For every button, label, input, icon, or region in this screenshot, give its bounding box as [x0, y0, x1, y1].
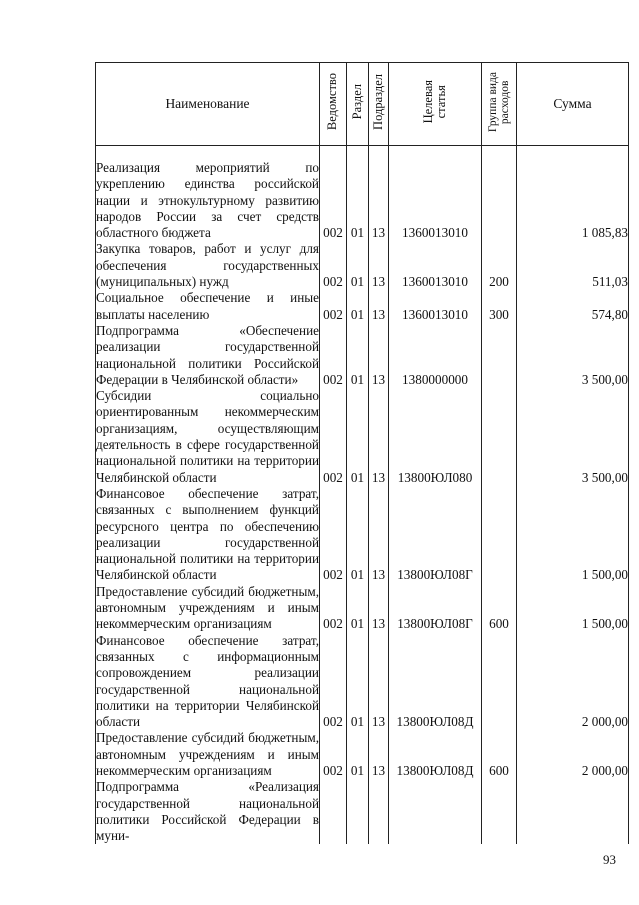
table-row	[96, 584, 629, 633]
row-group	[482, 633, 517, 731]
row-name: Финансовое обеспечение затрат, связанных с выполнением функций ресурсного центра по обеспечению реализации государственной национальной политики на территории Челябинской области	[96, 485, 319, 583]
row-group	[482, 779, 517, 844]
row-razdel: 01	[347, 388, 369, 486]
header-razdel: Раздел	[347, 63, 369, 146]
row-sum	[517, 779, 629, 844]
row-group: 600	[482, 584, 517, 633]
header-target: Целевая статья	[389, 63, 482, 146]
header-expense-group: Группа вида расходов	[482, 63, 517, 146]
row-razdel: 01	[347, 486, 369, 584]
table-row	[96, 633, 629, 731]
table-row	[96, 730, 629, 779]
row-razdel: 01	[347, 160, 369, 241]
row-vedomstvo: 002	[320, 584, 347, 633]
table-row	[96, 160, 629, 241]
table-header-row	[96, 63, 629, 146]
row-podrazdel: 13	[369, 584, 389, 633]
row-podrazdel: 13	[369, 388, 389, 486]
header-sum: Сумма	[517, 63, 629, 146]
budget-table	[95, 62, 629, 844]
row-sum: 1 500,00	[517, 486, 629, 584]
table-row	[96, 388, 629, 486]
row-razdel: 01	[347, 241, 369, 290]
row-target: 13800ЮЛ080	[389, 388, 482, 486]
row-vedomstvo	[320, 779, 347, 844]
row-podrazdel: 13	[369, 290, 389, 323]
row-podrazdel: 13	[369, 160, 389, 241]
row-vedomstvo: 002	[320, 241, 347, 290]
row-sum: 2 000,00	[517, 730, 629, 779]
row-target: 13800ЮЛ08Г	[389, 486, 482, 584]
row-vedomstvo: 002	[320, 730, 347, 779]
table-row	[96, 241, 629, 290]
row-name: Подпрограмма «Обеспечение реализации государственной национальной политики Российской Федерации в Челябинской области»	[96, 322, 319, 387]
header-vedomstvo: Ведомство	[320, 63, 347, 146]
row-sum: 1 500,00	[517, 584, 629, 633]
row-group	[482, 323, 517, 388]
row-podrazdel	[369, 779, 389, 844]
row-name: Реализация мероприятий по укреплению единства российской нации и этнокультурному развитию народов России за счет средств областного бюджета	[96, 160, 319, 241]
row-podrazdel: 13	[369, 730, 389, 779]
row-sum: 3 500,00	[517, 323, 629, 388]
table-row	[96, 486, 629, 584]
row-target	[389, 779, 482, 844]
row-group: 200	[482, 241, 517, 290]
row-name: Закупка товаров, работ и услуг для обеспечения государственных (муниципальных) нужд	[96, 241, 319, 290]
row-group: 300	[482, 290, 517, 323]
row-target: 13800ЮЛ08Г	[389, 584, 482, 633]
row-group	[482, 160, 517, 241]
row-target: 13800ЮЛ08Д	[389, 633, 482, 731]
row-podrazdel: 13	[369, 633, 389, 731]
row-razdel: 01	[347, 633, 369, 731]
row-name: Финансовое обеспечение затрат, связанных с информационным сопровождением реализации государственной национальной политики на территории Челябинской области	[96, 632, 319, 730]
table-row	[96, 779, 629, 844]
row-vedomstvo: 002	[320, 388, 347, 486]
row-group: 600	[482, 730, 517, 779]
row-sum: 1 085,83	[517, 160, 629, 241]
table-spacer-row	[96, 146, 629, 161]
row-name: Субсидии социально ориентированным некоммерческим организациям, осуществляющим деятельность в сфере государственной национальной политики на территории Челябинской области	[96, 388, 319, 485]
table-row	[96, 290, 629, 323]
row-name: Социальное обеспечение и иные выплаты населению	[96, 290, 319, 322]
row-vedomstvo: 002	[320, 160, 347, 241]
row-group	[482, 388, 517, 486]
row-name: Предоставление субсидий бюджетным, автономным учреждениям и иным некоммерческим организациям	[96, 583, 319, 632]
row-target: 1380000000	[389, 323, 482, 388]
row-target: 13800ЮЛ08Д	[389, 730, 482, 779]
row-group	[482, 486, 517, 584]
row-name: Подпрограмма «Реализация государственной национальной политики Российской Федерации в муни-	[96, 779, 319, 844]
page-number: 93	[603, 852, 616, 867]
row-razdel: 01	[347, 730, 369, 779]
row-sum: 2 000,00	[517, 633, 629, 731]
row-razdel: 01	[347, 290, 369, 323]
header-name: Наименование	[96, 63, 320, 146]
row-vedomstvo: 002	[320, 323, 347, 388]
row-sum: 3 500,00	[517, 388, 629, 486]
row-target: 1360013010	[389, 290, 482, 323]
row-podrazdel: 13	[369, 241, 389, 290]
row-sum: 574,80	[517, 290, 629, 323]
row-razdel: 01	[347, 584, 369, 633]
row-razdel	[347, 779, 369, 844]
row-target: 1360013010	[389, 241, 482, 290]
row-vedomstvo: 002	[320, 633, 347, 731]
row-sum: 511,03	[517, 241, 629, 290]
row-podrazdel: 13	[369, 486, 389, 584]
row-name: Предоставление субсидий бюджетным, автономным учреждениям и иным некоммерческим организациям	[96, 730, 319, 778]
table-row	[96, 323, 629, 388]
row-vedomstvo: 002	[320, 290, 347, 323]
row-podrazdel: 13	[369, 323, 389, 388]
row-vedomstvo: 002	[320, 486, 347, 584]
row-target: 1360013010	[389, 160, 482, 241]
header-podrazdel: Подраздел	[369, 63, 389, 146]
row-razdel: 01	[347, 323, 369, 388]
